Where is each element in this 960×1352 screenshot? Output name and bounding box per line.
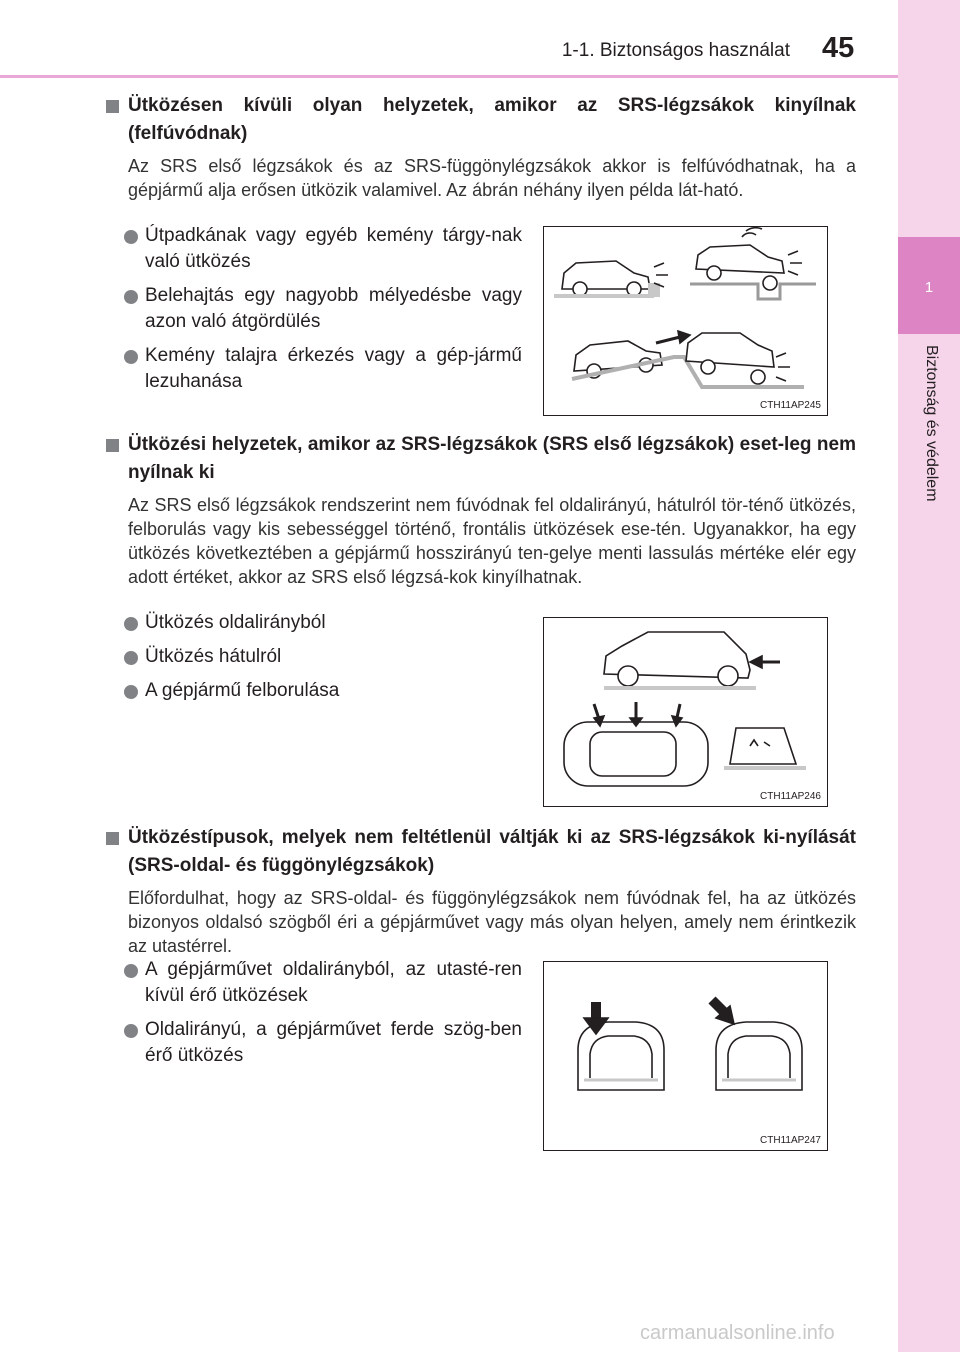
- list-item-text: A gépjármű felborulása: [145, 680, 340, 701]
- watermark: carmanualsonline.info: [640, 1322, 835, 1344]
- header-rule: [0, 75, 898, 78]
- chapter-number-tab: [898, 237, 960, 334]
- list-item: [124, 957, 522, 1009]
- section-2-body: Az SRS első légzsákok rendszerint nem fúvódnak fel oldalirányú, hátulról tör-ténő ütközés, felborulás vagy kis sebességgel történő, frontális ütközések ese-tén. Ugyanakkor, ha egy ütközés következtében a gépjármű hosszirányú ten-gelye menti lassulás mértéke elér egy adott értéket, akkor az SRS első légzsá-kok kinyílhatnak.: [128, 495, 856, 587]
- list-item: [124, 283, 522, 335]
- car-impact-illustration: [544, 227, 826, 414]
- figure-curb-pothole-landing: [543, 226, 828, 416]
- bullet-dot-icon: [124, 617, 138, 631]
- list-item: [124, 223, 522, 275]
- figure-side-oblique-impact: [543, 961, 828, 1151]
- car-impact-illustration: [544, 618, 826, 805]
- figure-code: CTH11AP247: [760, 1135, 821, 1146]
- bullet-dot-icon: [124, 964, 138, 978]
- section-2-heading: [104, 431, 856, 487]
- section-1-heading-text: Ütközésen kívüli olyan helyzetek, amikor az SRS-légzsákok kinyílnak (felfúvódnak): [128, 95, 856, 144]
- figure-side-rear-rollover: [543, 617, 828, 807]
- list-item-text: Kemény talajra érkezés vagy a gép-jármű lezuhanása: [145, 345, 522, 392]
- bullet-dot-icon: [124, 1024, 138, 1038]
- square-bullet-icon: [106, 439, 119, 452]
- list-item-text: Belehajtás egy nagyobb mélyedésbe vagy azon való átgördülés: [145, 285, 522, 332]
- square-bullet-icon: [106, 100, 119, 113]
- car-impact-illustration: [544, 962, 826, 1149]
- running-header-chapter-title: 1-1. Biztonságos használat: [561, 40, 790, 61]
- list-item: [124, 644, 522, 670]
- bullet-dot-icon: [124, 685, 138, 699]
- list-item: [124, 610, 522, 636]
- section-3: [104, 824, 856, 958]
- list-item-text: Ütközés hátulról: [145, 646, 282, 667]
- section-2: [104, 431, 856, 589]
- chapter-number: 1: [924, 279, 934, 296]
- list-item: [124, 343, 522, 395]
- square-bullet-icon: [106, 832, 119, 845]
- section-3-body: Előfordulhat, hogy az SRS-oldal- és függönylégzsákok nem fúvódnak fel, ha az ütközés bizonyos oldalsó szögből éri a gépjárművet vagy más olyan helyen, amely nem érintkezik az utastérrel.: [128, 888, 856, 956]
- section-3-heading: [104, 824, 856, 880]
- figure-code: CTH11AP245: [760, 400, 821, 411]
- section-1-body: Az SRS első légzsákok és az SRS-függönylégzsákok akkor is felfúvódhatnak, ha a gépjármű alja erősen ütközik valamivel. Az ábrán néhány ilyen példa lát-ható.: [128, 156, 856, 200]
- section-2-bullet-list: [124, 610, 522, 712]
- section-1-heading: [104, 92, 856, 148]
- section-2-heading-text: Ütközési helyzetek, amikor az SRS-légzsákok (SRS első légzsákok) eset-leg nem nyílnak ki: [128, 434, 856, 483]
- list-item-text: Ütközés oldalirányból: [145, 612, 326, 633]
- list-item-text: A gépjárművet oldalirányból, az utasté-ren kívül érő ütközések: [145, 959, 522, 1006]
- chapter-side-tab: [898, 0, 960, 1352]
- list-item-text: Oldalirányú, a gépjárművet ferde szög-ben érő ütközés: [145, 1019, 522, 1066]
- list-item-text: Útpadkának vagy egyéb kemény tárgy-nak való ütközés: [145, 225, 522, 272]
- list-item: [124, 1017, 522, 1069]
- bullet-dot-icon: [124, 350, 138, 364]
- bullet-dot-icon: [124, 651, 138, 665]
- section-3-bullet-list: [124, 957, 522, 1077]
- bullet-dot-icon: [124, 290, 138, 304]
- section-1: [104, 92, 856, 202]
- section-1-bullet-list: [124, 223, 522, 403]
- list-item: [124, 678, 522, 704]
- page-number: 45: [822, 32, 855, 64]
- section-3-heading-text: Ütközéstípusok, melyek nem feltétlenül váltják ki az SRS-légzsákok ki-nyílását (SRS-oldal- és függönylégzsákok): [128, 827, 856, 876]
- chapter-title-vertical: Biztonság és védelem: [923, 345, 940, 502]
- figure-code: CTH11AP246: [760, 791, 821, 802]
- bullet-dot-icon: [124, 230, 138, 244]
